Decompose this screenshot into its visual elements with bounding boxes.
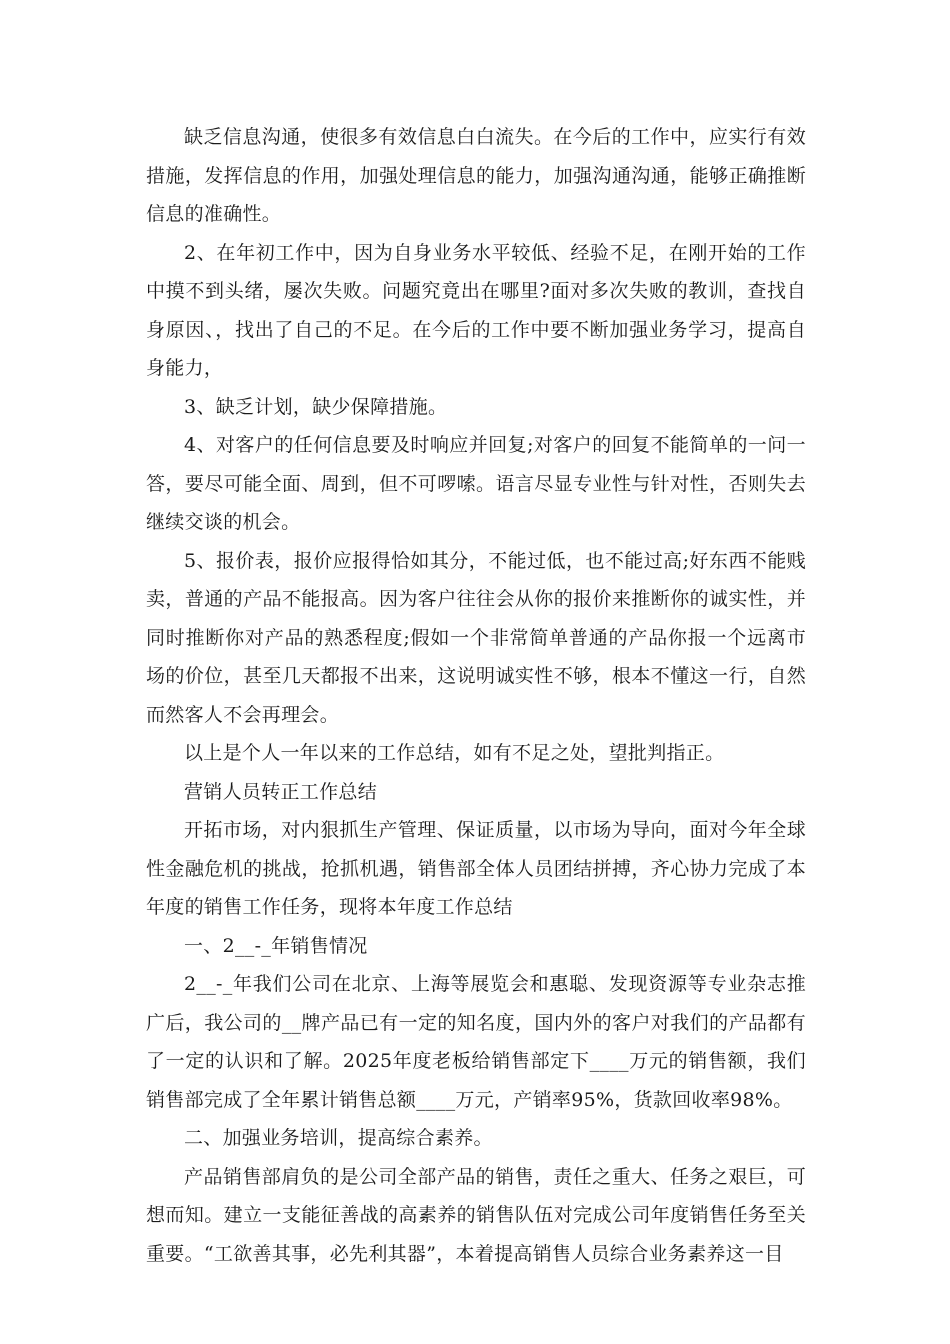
paragraph-closing: 以上是个人一年以来的工作总结，如有不足之处，望批判指正。	[184, 742, 725, 764]
section-title: 营销人员转正工作总结	[184, 780, 378, 803]
paragraph-sales-situation: 2__-_年我们公司在北京、上海等展览会和惠聪、发现资源等专业杂志推广后，我公司的__牌产品已有一定的知名度，国内外的客户对我们的产品都有了一定的认识和了解。2025年度老板给销售部定下____万元的销售额，我们销售部完成了全年累计销售总额____万元，产销率95%，货款回收率98%。	[146, 973, 806, 1111]
document-body	[146, 118, 806, 1273]
paragraph-info-communication: 缺乏信息沟通，使很多有效信息白白流失。在今后的工作中，应实行有效措施，发挥信息的作用，加强处理信息的能力，加强沟通沟通，能够正确推断信息的准确性。	[146, 126, 806, 225]
paragraph-point-4: 4、对客户的任何信息要及时响应并回复;对客户的回复不能简单的一问一答，要尽可能全面、周到，但不可啰嗦。语言尽显专业性与针对性，否则失去继续交谈的机会。	[146, 434, 806, 533]
paragraph-intro: 开拓市场，对内狠抓生产管理、保证质量，以市场为导向，面对今年全球性金融危机的挑战，抢抓机遇，销售部全体人员团结拼搏，齐心协力完成了本年度的销售工作任务，现将本年度工作总结	[146, 819, 806, 918]
paragraph-point-3: 3、缺乏计划，缺少保障措施。	[184, 395, 448, 418]
paragraph-point-2: 2、在年初工作中，因为自身业务水平较低、经验不足，在刚开始的工作中摸不到头绪，屡次失败。问题究竟出在哪里?面对多次失败的教训，查找自身原因、，找出了自己的不足。在今后的工作中要不断加强业务学习，提高自身能力，	[146, 241, 806, 379]
heading-sales-situation: 一、2__-_年销售情况	[184, 934, 368, 957]
heading-training: 二、加强业务培训，提高综合素养。	[184, 1127, 493, 1149]
paragraph-point-5: 5、报价表，报价应报得恰如其分，不能过低，也不能过高;好东西不能贱卖，普通的产品不能报高。因为客户往往会从你的报价来推断你的诚实性，并同时推断你对产品的熟悉程度;假如一个非常简单普通的产品你报一个远离市场的价位，甚至几天都报不出来，这说明诚实性不够，根本不懂这一行，自然而然客人不会再理会。	[146, 549, 806, 726]
paragraph-training: 产品销售部肩负的是公司全部产品的销售，责任之重大、任务之艰巨，可想而知。建立一支能征善战的高素养的销售队伍对完成公司年度销售任务至关重要。“工欲善其事，必先利其器”，本着提高销售人员综合业务素养这一目	[146, 1165, 806, 1265]
